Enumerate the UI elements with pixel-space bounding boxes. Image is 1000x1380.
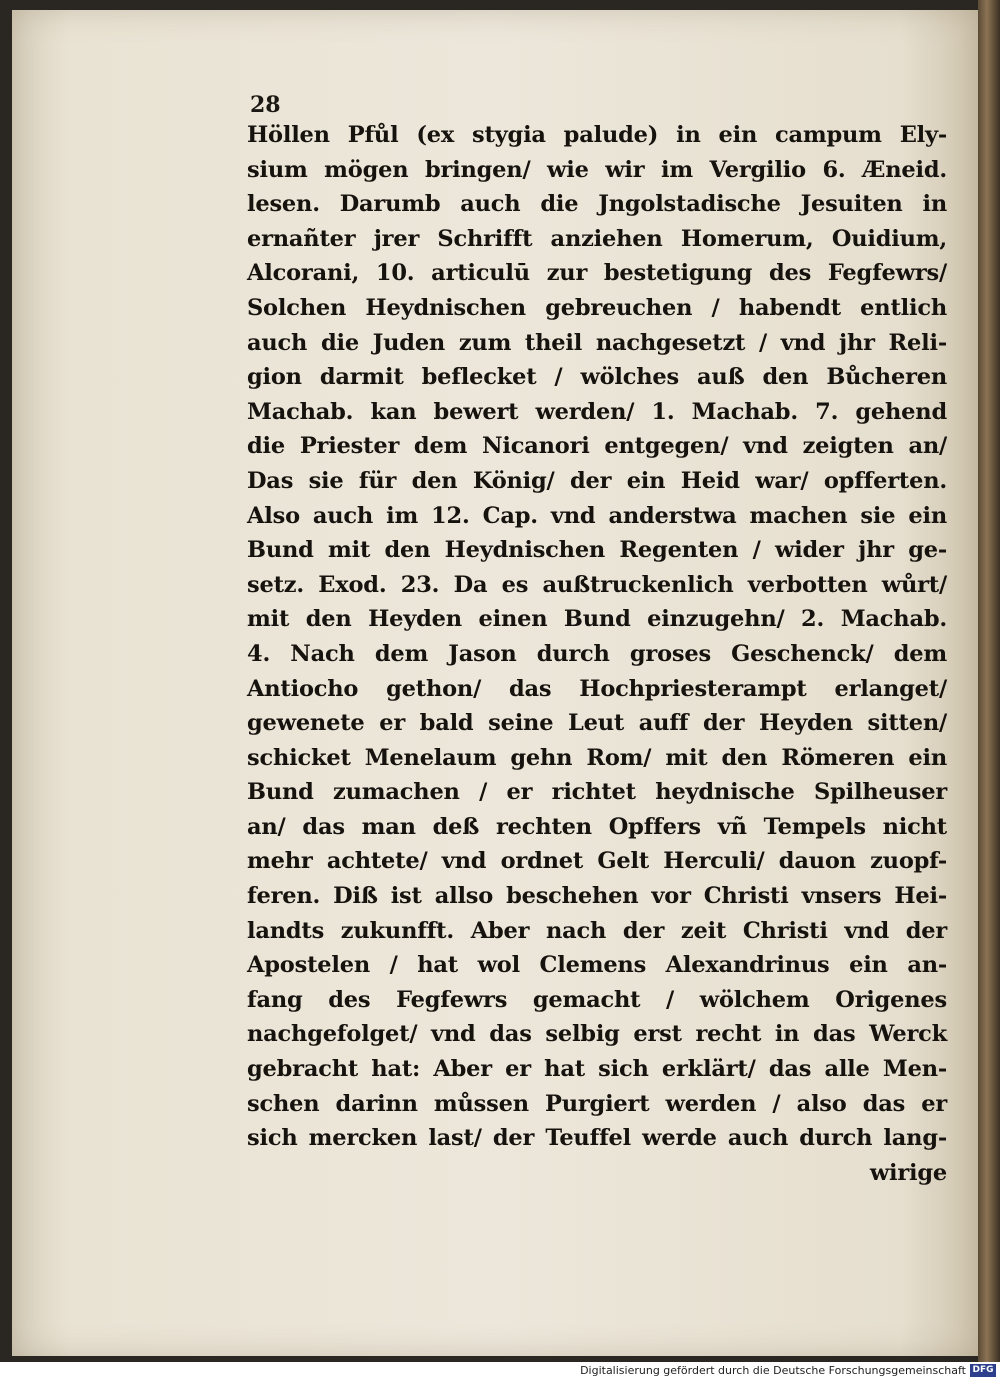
text-line: 4. Nach dem Jason durch groses Geschenck/ dem xyxy=(247,640,947,667)
text-line: ernañter jrer Schrifft anziehen Homerum, Ouidium, xyxy=(247,225,947,252)
text-line: Alcorani, 10. articulū zur bestetigung des Fegfewrs/ xyxy=(247,260,947,287)
text-line: Bund mit den Heydnischen Regenten / wider jhr ge- xyxy=(247,537,947,564)
text-line: schen darinn můssen Purgiert werden / also das er xyxy=(247,1090,947,1117)
text-line: mit den Heyden einen Bund einzugehn/ 2. Machab. xyxy=(247,606,947,633)
text-line: mehr achtete/ vnd ordnet Gelt Herculi/ dauon zuopf- xyxy=(247,848,947,875)
catchword: wirige xyxy=(869,1159,947,1186)
text-line: schicket Menelaum gehn Rom/ mit den Römeren ein xyxy=(247,744,947,771)
page-number: 28 xyxy=(250,92,281,118)
text-line: auch die Juden zum theil nachgesetzt / vnd jhr Reli- xyxy=(247,329,947,356)
text-line: feren. Diß ist allso beschehen vor Christi vnsers Hei- xyxy=(247,883,947,910)
text-line: Solchen Heydnischen gebreuchen / habendt entlich xyxy=(247,294,947,321)
page-text xyxy=(247,118,947,1190)
text-line: setz. Exod. 23. Da es außtruckenlich verbotten wůrt/ xyxy=(247,571,947,598)
text-line: Bund zumachen / er richtet heydnische Spilheuser xyxy=(247,779,947,806)
text-line: gewenete er bald seine Leut auff der Heyden sitten/ xyxy=(247,710,947,737)
text-line: nachgefolget/ vnd das selbig erst recht in das Werck xyxy=(247,1021,947,1048)
dfg-logo: DFG xyxy=(970,1364,996,1377)
book-edge xyxy=(978,0,1000,1362)
text-line: Das sie für den König/ der ein Heid war/ opfferten. xyxy=(247,467,947,494)
text-line: Antiocho gethon/ das Hochpriesterampt erlanget/ xyxy=(247,675,947,702)
text-line: sich mercken last/ der Teuffel werde auch durch lang- xyxy=(247,1125,947,1152)
text-line: Apostelen / hat wol Clemens Alexandrinus ein an- xyxy=(247,952,947,979)
footer-bar xyxy=(0,1362,1000,1380)
text-line: die Priester dem Nicanori entgegen/ vnd zeigten an/ xyxy=(247,433,947,460)
funding-credit: Digitalisierung gefördert durch die Deutsche Forschungsgemeinschaft xyxy=(580,1364,966,1377)
text-line: lesen. Darumb auch die Jngolstadische Jesuiten in xyxy=(247,191,947,218)
text-line: gebracht hat: Aber er hat sich erklärt/ das alle Men- xyxy=(247,1056,947,1083)
text-line: Also auch im 12. Cap. vnd anderstwa machen sie ein xyxy=(247,502,947,529)
text-line: fang des Fegfewrs gemacht / wölchem Origenes xyxy=(247,986,947,1013)
text-line: sium mögen bringen/ wie wir im Vergilio 6. Æneid. xyxy=(247,156,947,183)
text-line: Höllen Pfůl (ex stygia palude) in ein campum Ely- xyxy=(247,122,947,148)
text-line: landts zukunfft. Aber nach der zeit Christi vnd der xyxy=(247,917,947,944)
text-line: Machab. kan bewert werden/ 1. Machab. 7. gehend xyxy=(247,398,947,425)
text-line: an/ das man deß rechten Opffers vñ Tempels nicht xyxy=(247,813,947,840)
text-line: gion darmit beflecket / wölches auß den Bůcheren xyxy=(247,364,947,391)
